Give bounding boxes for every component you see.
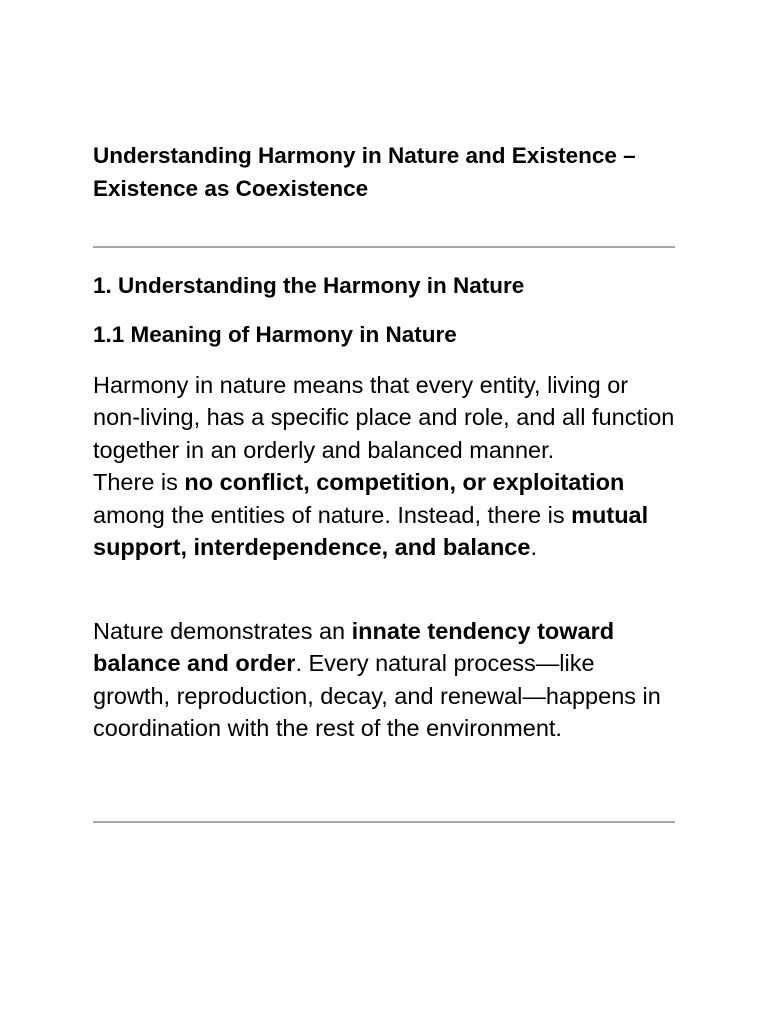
- paragraph-nature-balance: [93, 615, 675, 745]
- paragraph-text: . Every natural process—like growth, reproduction, decay, and renewal—happens in coordination with the rest of the environment.: [93, 650, 661, 742]
- paragraph-text: Harmony in nature means that every entity, living or non-living, has a specific place and role, and all function together in an orderly and balanced manner.: [93, 372, 675, 463]
- bold-phrase: innate tendency toward balance and order: [93, 618, 615, 677]
- document-title: Understanding Harmony in Nature and Existence – Existence as Coexistence: [93, 143, 636, 201]
- horizontal-divider: [93, 246, 675, 248]
- subsection-heading: 1.1 Meaning of Harmony in Nature: [93, 322, 457, 347]
- section-heading: 1. Understanding the Harmony in Nature: [93, 273, 525, 298]
- paragraph-text: There is: [93, 469, 185, 496]
- paragraph-harmony-meaning: [93, 369, 675, 563]
- horizontal-divider: [93, 821, 675, 823]
- bold-phrase: mutual support, interdependence, and balance: [93, 501, 649, 561]
- paragraph-text: Nature demonstrates an: [93, 618, 352, 644]
- bold-phrase: no conflict, competition, or exploitation: [184, 469, 625, 496]
- paragraph-text: among the entities of nature. Instead, there is: [93, 501, 572, 528]
- paragraph-text: .: [530, 534, 537, 561]
